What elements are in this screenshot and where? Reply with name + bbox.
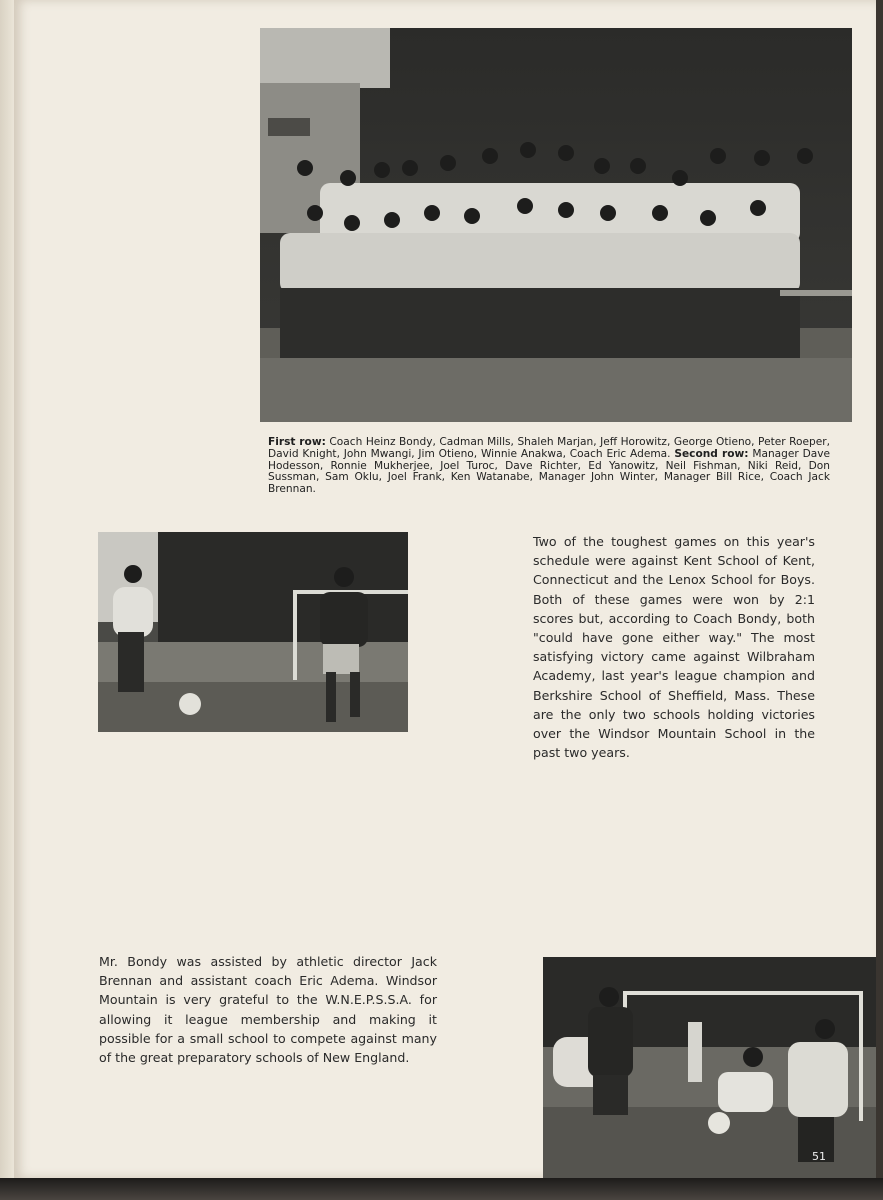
team-photo-caption	[268, 437, 830, 496]
book-spine	[0, 0, 14, 1200]
staff-paragraph: Mr. Bondy was assisted by athletic director Jack Brennan and assistant coach Eric Adema. Windsor Mountain is very grateful to the W.N.E.P.S.S.A. for allowing it league membership and making it possible for a small school to compete against many of the great preparatory schools of New England.	[99, 954, 437, 1066]
action-photo-kick	[98, 532, 408, 732]
first-row-label: First row:	[268, 436, 326, 448]
page-number: 51	[812, 1150, 826, 1163]
second-row-label: Second row:	[674, 447, 749, 460]
team-photo-image	[260, 28, 852, 422]
action-photo-goalmouth	[543, 957, 876, 1178]
first-row-names: Coach Heinz Bondy, Cadman Mills, Shaleh Marjan, Jeff Horowitz, George Otieno, Peter Roeper, David Knight, John Mwangi, Jim Otieno, Winnie Anakwa, Coach Eric Adema.	[268, 436, 830, 460]
games-paragraph: Two of the toughest games on this year's schedule were against Kent School of Kent, Connecticut and the Lenox School for Boys. Both of these games were won by 2:1 scores but, according to Coach Bondy, both "could have gone either way." The most satisfying victory came against Wilbraham Academy, last year's league champion and Berkshire School of Sheffield, Mass. These are the only two schools holding victories over the Windsor Mountain School in the past two years.	[533, 534, 815, 761]
action-photo-kick-image	[98, 532, 408, 732]
page-bottom-edge	[0, 1178, 883, 1200]
action-photo-goalmouth-image	[543, 957, 876, 1178]
second-row-names: Manager Dave Hodesson, Ronnie Mukherjee, Joel Turoc, Dave Richter, Ed Yanowitz, Neil Fishman, Niki Reid, Don Sussman, Sam Oklu, Joel Frank, Ken Watanabe, Manager John Winter, Manager Bill Rice, Coach Jack Brennan.	[268, 447, 831, 496]
team-photo	[260, 28, 852, 422]
